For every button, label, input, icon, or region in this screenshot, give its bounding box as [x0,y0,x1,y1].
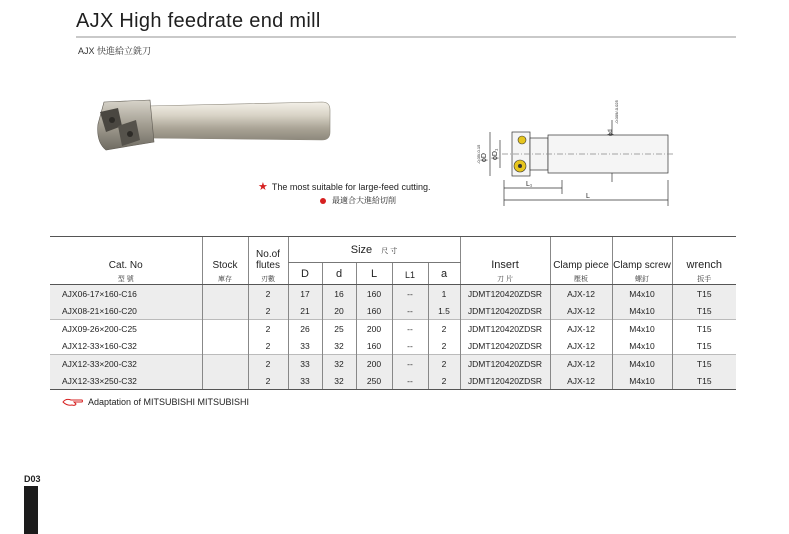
cell-clamp-screw: M4x10 [612,355,672,373]
cell-insert: JDMT120420ZDSR [460,320,550,338]
cell-wrench: T15 [672,285,736,303]
cell-clamp-screw: M4x10 [612,320,672,338]
table-row [50,320,736,338]
cell-cat-no: AJX06-17×160-C16 [50,285,202,303]
col-size-group: Size 尺 寸 [288,237,460,263]
cell-wrench: T15 [672,337,736,355]
cell-stock [202,302,248,320]
cell-d: 16 [322,285,356,303]
cell-insert: JDMT120420ZDSR [460,355,550,373]
cell-flutes: 2 [248,337,288,355]
cell-L1: -- [392,302,428,320]
cell-L1: -- [392,337,428,355]
label-D-tolerance: -0.05/-0.15 [476,144,481,164]
cell-wrench: T15 [672,372,736,390]
table-row [50,372,736,390]
cell-cat-no: AJX12-33×250-C32 [50,372,202,390]
cell-a: 2 [428,372,460,390]
label-D: ϕD [481,153,488,162]
cell-clamp-screw: M4x10 [612,302,672,320]
cell-clamp-piece: AJX-12 [550,372,612,390]
bullet-icon [320,198,326,204]
col-L: L [356,263,392,285]
cell-flutes: 2 [248,355,288,373]
label-d: ϕd [608,129,614,136]
cell-clamp-screw: M4x10 [612,337,672,355]
table-row [50,337,736,355]
cell-wrench: T15 [672,355,736,373]
feature-statement [258,180,430,193]
cell-L: 160 [356,302,392,320]
feature-statement-cn [320,195,396,206]
spec-table [50,236,736,390]
col-clamp-piece: Clamp piece 壓板 [550,237,612,285]
feature-text-cn: 最適合大進給切削 [332,196,396,205]
table-row [50,302,736,320]
cell-D: 33 [288,372,322,390]
cell-L: 250 [356,372,392,390]
star-icon: ★ [258,181,268,193]
cell-insert: JDMT120420ZDSR [460,285,550,303]
label-D1: ϕD₁ [492,148,499,160]
cell-L: 200 [356,320,392,338]
page-number: D03 [24,474,41,484]
cell-stock [202,372,248,390]
cell-d: 25 [322,320,356,338]
label-L: L [586,193,590,200]
cell-L1: -- [392,355,428,373]
feature-text-en: The most suitable for large-feed cutting. [271,182,431,192]
cell-a: 2 [428,355,460,373]
cell-d: 32 [322,372,356,390]
cell-clamp-piece: AJX-12 [550,337,612,355]
cell-D: 26 [288,320,322,338]
col-d: d [322,263,356,285]
cell-flutes: 2 [248,320,288,338]
cell-d: 20 [322,302,356,320]
cell-d: 32 [322,337,356,355]
cell-clamp-piece: AJX-12 [550,285,612,303]
cell-insert: JDMT120420ZDSR [460,302,550,320]
cell-clamp-screw: M4x10 [612,285,672,303]
cell-a: 2 [428,320,460,338]
cell-flutes: 2 [248,372,288,390]
end-mill-photo [92,92,332,158]
adaptation-note-text: Adaptation of MITSUBISHI MITSUBISHI [88,397,250,407]
page-title: AJX High feedrate end mill [76,10,321,32]
cell-stock [202,285,248,303]
cell-D: 33 [288,337,322,355]
cell-L1: -- [392,372,428,390]
cell-stock [202,320,248,338]
page-tab-marker [24,486,38,534]
adaptation-note [62,397,249,407]
dimension-drawing [460,100,680,210]
title-divider [76,36,736,38]
col-insert: Insert 刀 片 [460,237,550,285]
label-d-tolerance: -0.009/-0.025 [614,100,619,124]
cell-D: 21 [288,302,322,320]
cell-d: 32 [322,355,356,373]
cell-a: 2 [428,337,460,355]
col-cat-no: Cat. No 型 號 [50,237,202,285]
cell-L: 160 [356,285,392,303]
cell-insert: JDMT120420ZDSR [460,337,550,355]
cell-flutes: 2 [248,285,288,303]
col-L1: L1 [392,263,428,285]
cell-L1: -- [392,285,428,303]
cell-wrench: T15 [672,302,736,320]
cell-clamp-piece: AJX-12 [550,355,612,373]
cell-a: 1 [428,285,460,303]
cell-clamp-screw: M4x10 [612,372,672,390]
cell-L: 200 [356,355,392,373]
cell-cat-no: AJX09-26×200-C25 [50,320,202,338]
pointing-hand-icon [62,397,84,407]
cell-D: 17 [288,285,322,303]
cell-cat-no: AJX12-33×200-C32 [50,355,202,373]
cell-D: 33 [288,355,322,373]
cell-clamp-piece: AJX-12 [550,320,612,338]
col-wrench: wrench 扳手 [672,237,736,285]
label-L1: L₁ [526,181,533,188]
cell-cat-no: AJX12-33×160-C32 [50,337,202,355]
col-flutes: No.of flutes 刃數 [248,237,288,285]
cell-stock [202,355,248,373]
col-stock: Stock 庫存 [202,237,248,285]
cell-stock [202,337,248,355]
cell-L1: -- [392,320,428,338]
cell-flutes: 2 [248,302,288,320]
col-clamp-screw: Clamp screw 螺釘 [612,237,672,285]
table-row [50,355,736,373]
cell-a: 1.5 [428,302,460,320]
cell-L: 160 [356,337,392,355]
cell-insert: JDMT120420ZDSR [460,372,550,390]
col-a: a [428,263,460,285]
cell-cat-no: AJX08-21×160-C20 [50,302,202,320]
page-subtitle: AJX 快進給立銑刀 [78,46,152,56]
col-D: D [288,263,322,285]
table-row [50,285,736,303]
cell-wrench: T15 [672,320,736,338]
cell-clamp-piece: AJX-12 [550,302,612,320]
